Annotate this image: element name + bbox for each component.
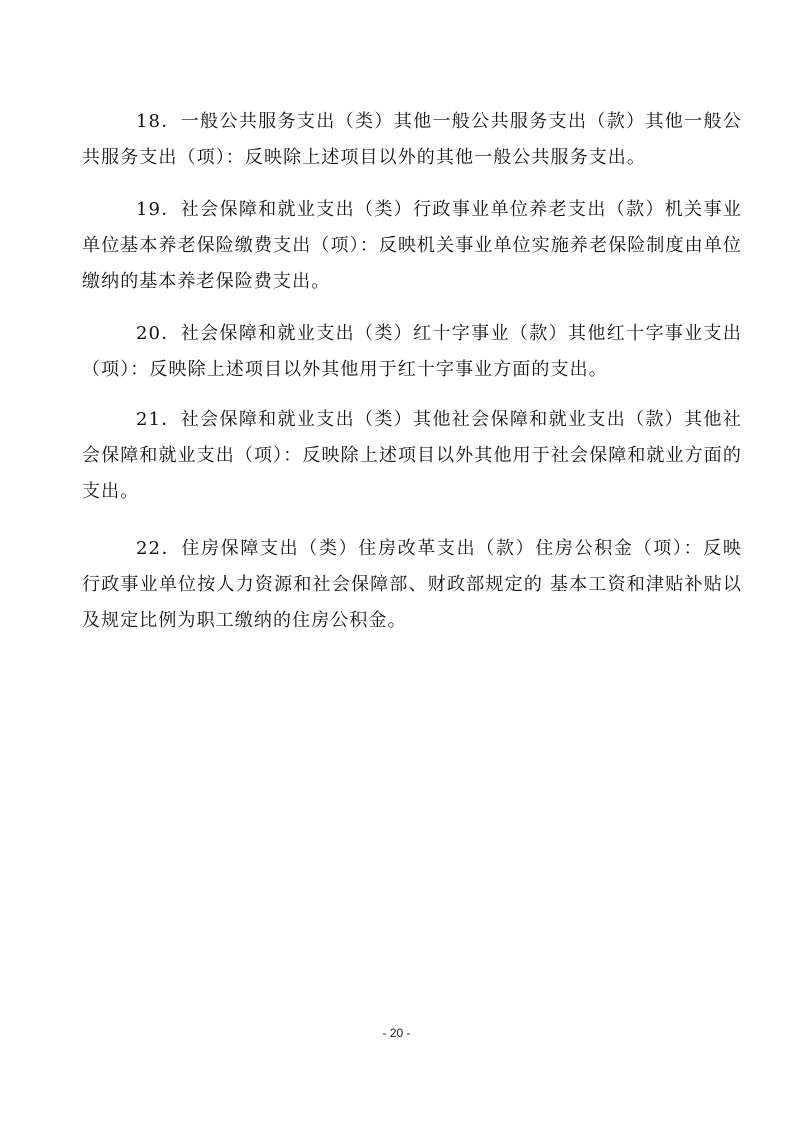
page-number: - 20 - xyxy=(382,1026,411,1040)
paragraph-18: 18．一般公共服务支出（类）其他一般公共服务支出（款）其他一般公共服务支出（项）：反映除上述项目以外的其他一般公共服务支出。 xyxy=(82,111,742,168)
paragraph-19: 19．社会保障和就业支出（类）行政事业单位养老支出（款）机关事业单位基本养老保险缴费支出（项）：反映机关事业单位实施养老保险制度由单位缴纳的基本养老保险费支出。 xyxy=(82,199,742,292)
paragraph-22: 22．住房保障支出（类）住房改革支出（款）住房公积金（项）：反映行政事业单位按人力资源和社会保障部、财政部规定的 基本工资和津贴补贴以及规定比例为职工缴纳的住房公积金。 xyxy=(82,538,742,631)
paragraph-20: 20．社会保障和就业支出（类）红十字事业（款）其他红十字事业支出（项）：反映除上述项目以外其他用于红十字事业方面的支出。 xyxy=(82,323,742,380)
paragraph-21: 21．社会保障和就业支出（类）其他社会保障和就业支出（款）其他社会保障和就业支出（项）：反映除上述项目以外其他用于社会保障和就业方面的支出。 xyxy=(82,409,742,502)
